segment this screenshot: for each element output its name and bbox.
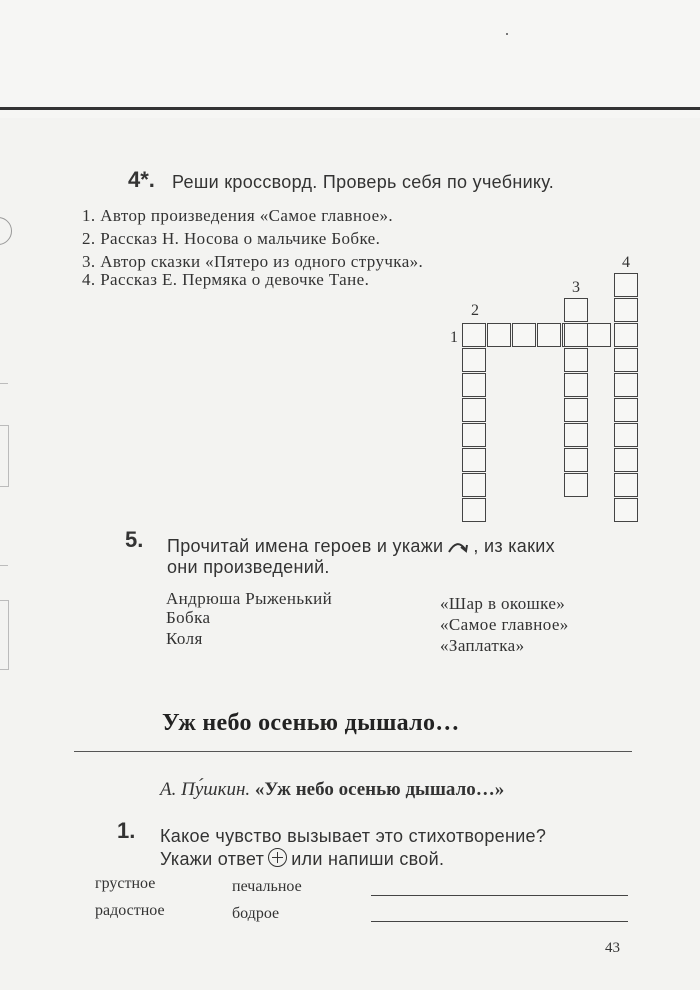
- grid-number-2: 2: [471, 302, 479, 319]
- task-4-instruction: Реши кроссворд. Проверь себя по учебнику.: [172, 172, 555, 192]
- clue-4: 4. Рассказ Е. Пермяка о девочке Тане.: [82, 270, 370, 289]
- crossword-cell[interactable]: [462, 423, 486, 447]
- clue-3: 3. Автор сказки «Пятеро из одного стручка».: [82, 252, 424, 271]
- hero-name: Андрюша Рыженький: [166, 589, 333, 608]
- crossword-cell[interactable]: [614, 273, 638, 297]
- section-title: Уж небо осенью дышало…: [162, 710, 460, 736]
- crossword-cell[interactable]: [614, 373, 638, 397]
- crossword-cell[interactable]: [462, 498, 486, 522]
- work-title: «Заплатка»: [440, 636, 525, 655]
- crossword-cell[interactable]: [462, 398, 486, 422]
- answer-option[interactable]: бодрое: [232, 905, 280, 922]
- crossword-cell[interactable]: [462, 348, 486, 372]
- task-5-number: 5.: [125, 527, 144, 552]
- margin-bracket: [0, 600, 9, 670]
- work-title: «Шар в окошке»: [440, 594, 566, 613]
- page-number: 43: [605, 940, 620, 956]
- crossword-cell[interactable]: [614, 423, 638, 447]
- clue-2: 2. Рассказ Н. Носова о мальчике Бобке.: [82, 229, 381, 248]
- grid-number-3: 3: [572, 279, 580, 296]
- page-top-border: [0, 107, 700, 110]
- answer-option[interactable]: радостное: [95, 902, 165, 919]
- clue-1: 1. Автор произведения «Самое главное».: [82, 206, 394, 225]
- section-divider: [74, 751, 632, 752]
- answer-write-line[interactable]: [371, 895, 628, 896]
- crossword-cell[interactable]: [462, 473, 486, 497]
- answer-option[interactable]: печальное: [232, 878, 302, 895]
- crossword-cell[interactable]: [564, 373, 588, 397]
- crossword-cell[interactable]: [487, 323, 511, 347]
- crossword-cell[interactable]: [614, 348, 638, 372]
- task-5-instruction-part1: Прочитай имена героев и укажи: [167, 536, 444, 556]
- margin-tick: [0, 383, 8, 384]
- task-5-instruction-line2: они произведений.: [167, 557, 330, 577]
- crossword-cell[interactable]: [462, 448, 486, 472]
- crossword-cell[interactable]: [614, 298, 638, 322]
- task-4-number: 4*.: [128, 167, 155, 192]
- answer-write-line[interactable]: [371, 921, 628, 922]
- crossword-cell[interactable]: [462, 373, 486, 397]
- answer-option[interactable]: грустное: [95, 875, 156, 892]
- crossword-cell[interactable]: [512, 323, 536, 347]
- crossword-cell[interactable]: [564, 298, 588, 322]
- crossword-cell[interactable]: [614, 323, 638, 347]
- crossword-cell[interactable]: [564, 473, 588, 497]
- crossword-cell[interactable]: [564, 398, 588, 422]
- crossword-cell[interactable]: [614, 473, 638, 497]
- poem-heading: [160, 779, 504, 801]
- grid-number-1: 1: [450, 329, 458, 346]
- work-title: «Самое главное»: [440, 615, 569, 634]
- hero-name: Коля: [166, 629, 203, 648]
- crossword-cell[interactable]: [564, 323, 588, 347]
- crossword-cell[interactable]: [564, 348, 588, 372]
- poem-title: «Уж небо осенью дышало…»: [254, 779, 505, 800]
- grid-number-4: 4: [622, 254, 630, 271]
- hero-name: Бобка: [166, 608, 211, 627]
- curved-arrow-icon: [446, 539, 470, 560]
- crossword-cell[interactable]: [564, 423, 588, 447]
- task-1-number: 1.: [117, 818, 136, 843]
- task-1-question-part2: или напиши свой.: [291, 849, 445, 869]
- margin-bracket: [0, 425, 9, 487]
- crossword-cell[interactable]: [614, 398, 638, 422]
- crossword-cell[interactable]: [587, 323, 611, 347]
- poem-author: А. Пу́шкин.: [160, 779, 251, 800]
- top-page-margin: [0, 0, 700, 118]
- task-5-instruction-part2: , из каких: [473, 536, 555, 556]
- circled-plus-icon: [268, 848, 287, 867]
- task-1-question-part1: Укажи ответ: [160, 849, 265, 869]
- crossword-cell[interactable]: [537, 323, 561, 347]
- crossword-cell[interactable]: [614, 448, 638, 472]
- task-1-question-line2: [160, 848, 444, 870]
- crossword-cell[interactable]: [614, 498, 638, 522]
- speck: [506, 33, 508, 35]
- task-1-question-line1: Какое чувство вызывает это стихотворение?: [160, 826, 547, 846]
- crossword-cell[interactable]: [564, 448, 588, 472]
- binding-hole-icon: [0, 217, 12, 245]
- margin-tick: [0, 565, 8, 566]
- crossword-cell[interactable]: [462, 323, 486, 347]
